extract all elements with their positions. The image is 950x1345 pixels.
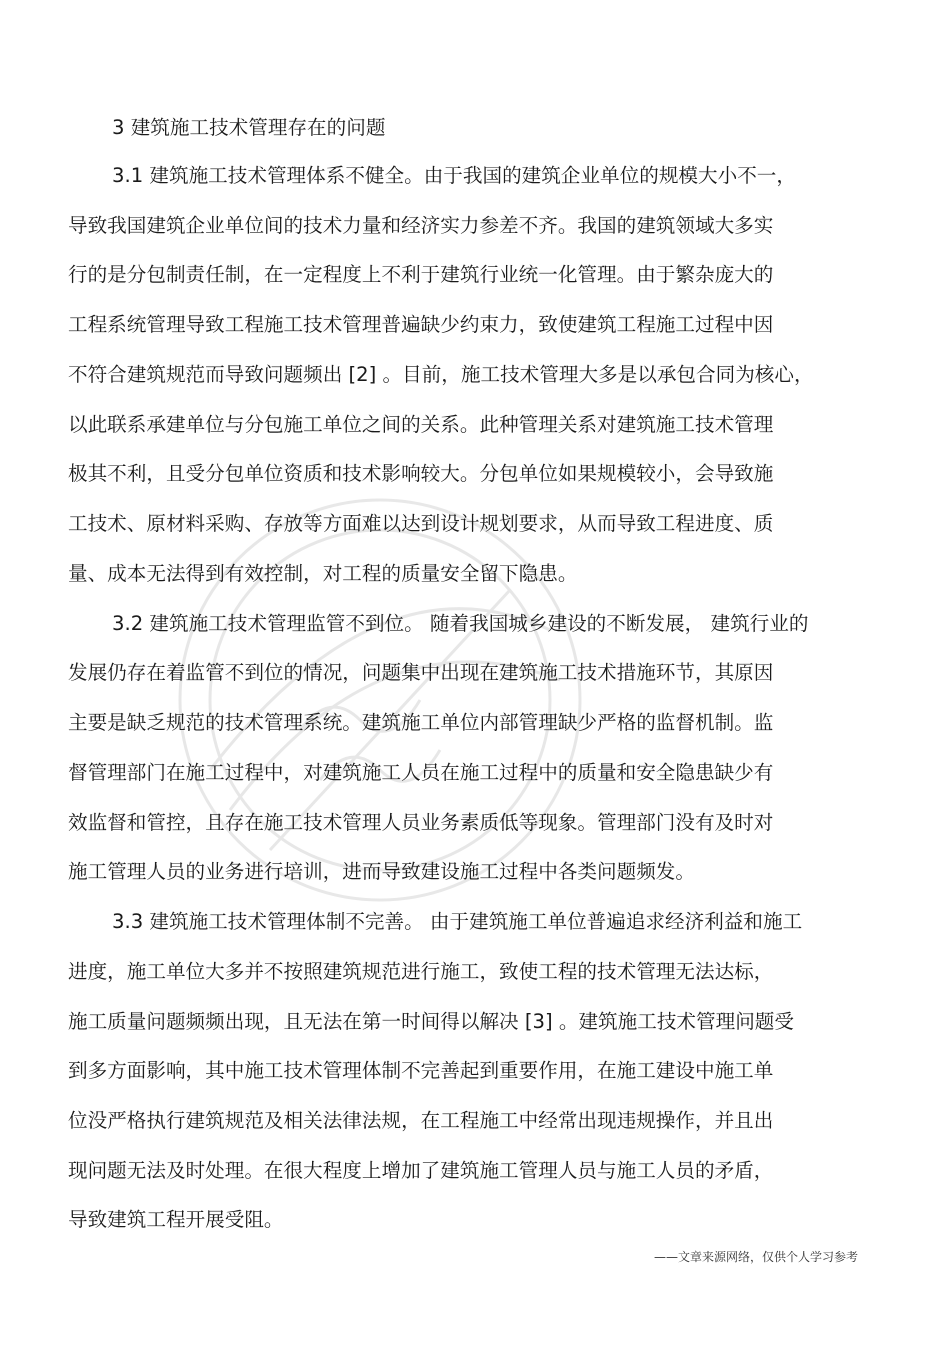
paragraph-line: 现问题无法及时处理。在很大程度上增加了建筑施工管理人员与施工人员的矛盾， <box>68 1159 774 1182</box>
paragraph-line: 极其不利，且受分包单位资质和技术影响较大。分包单位如果规模较小，会导致施 <box>68 462 774 485</box>
paragraph-line: 施工质量问题频频出现，且无法在第一时间得以解决 [3] 。建筑施工技术管理问题受 <box>68 1010 794 1033</box>
paragraph-line: 发展仍存在着监管不到位的情况，问题集中出现在建筑施工技术措施环节，其原因 <box>68 661 774 684</box>
paragraph-line: 主要是缺乏规范的技术管理系统。建筑施工单位内部管理缺少严格的监督机制。监 <box>68 711 774 734</box>
paragraph-line: 3.3 建筑施工技术管理体制不完善。 由于建筑施工单位普遍追求经济利益和施工 <box>112 910 803 933</box>
paragraph-line: 以此联系承建单位与分包施工单位之间的关系。此种管理关系对建筑施工技术管理 <box>68 413 774 436</box>
section-heading: 3 建筑施工技术管理存在的问题 <box>112 116 386 139</box>
paragraph-line: 督管理部门在施工过程中，对建筑施工人员在施工过程中的质量和安全隐患缺少有 <box>68 761 774 784</box>
paragraph-line: 效监督和管控，且存在施工技术管理人员业务素质低等现象。管理部门没有及时对 <box>68 811 774 834</box>
paragraph-line: 位没严格执行建筑规范及相关法律法规，在工程施工中经常出现违规操作，并且出 <box>68 1109 774 1132</box>
paragraph-line: 导致我国建筑企业单位间的技术力量和经济实力参差不齐。我国的建筑领域大多实 <box>68 214 774 237</box>
source-footer: ——文章来源网络，仅供个人学习参考 <box>653 1250 858 1264</box>
paragraph-line: 施工管理人员的业务进行培训，进而导致建设施工过程中各类问题频发。 <box>68 860 695 883</box>
paragraph-line: 3.2 建筑施工技术管理监管不到位。 随着我国城乡建设的不断发展， 建筑行业的 <box>112 612 809 635</box>
paragraph-line: 工技术、原材料采购、存放等方面难以达到设计规划要求，从而导致工程进度、质 <box>68 512 774 535</box>
paragraph-line: 进度，施工单位大多并不按照建筑规范进行施工，致使工程的技术管理无法达标， <box>68 960 774 983</box>
paragraph-line: 工程系统管理导致工程施工技术管理普遍缺少约束力，致使建筑工程施工过程中因 <box>68 313 774 336</box>
paragraph-line: 不符合建筑规范而导致问题频出 [2] 。目前，施工技术管理大多是以承包合同为核心， <box>68 363 814 386</box>
paragraph-line: 3.1 建筑施工技术管理体系不健全。由于我国的建筑企业单位的规模大小不一， <box>112 164 796 187</box>
paragraph-line: 到多方面影响，其中施工技术管理体制不完善起到重要作用，在施工建设中施工单 <box>68 1059 774 1082</box>
paragraph-line: 导致建筑工程开展受阻。 <box>68 1208 284 1231</box>
paragraph-line: 量、成本无法得到有效控制，对工程的质量安全留下隐患。 <box>68 562 578 585</box>
paragraph-line: 行的是分包制责任制，在一定程度上不利于建筑行业统一化管理。由于繁杂庞大的 <box>68 263 774 286</box>
